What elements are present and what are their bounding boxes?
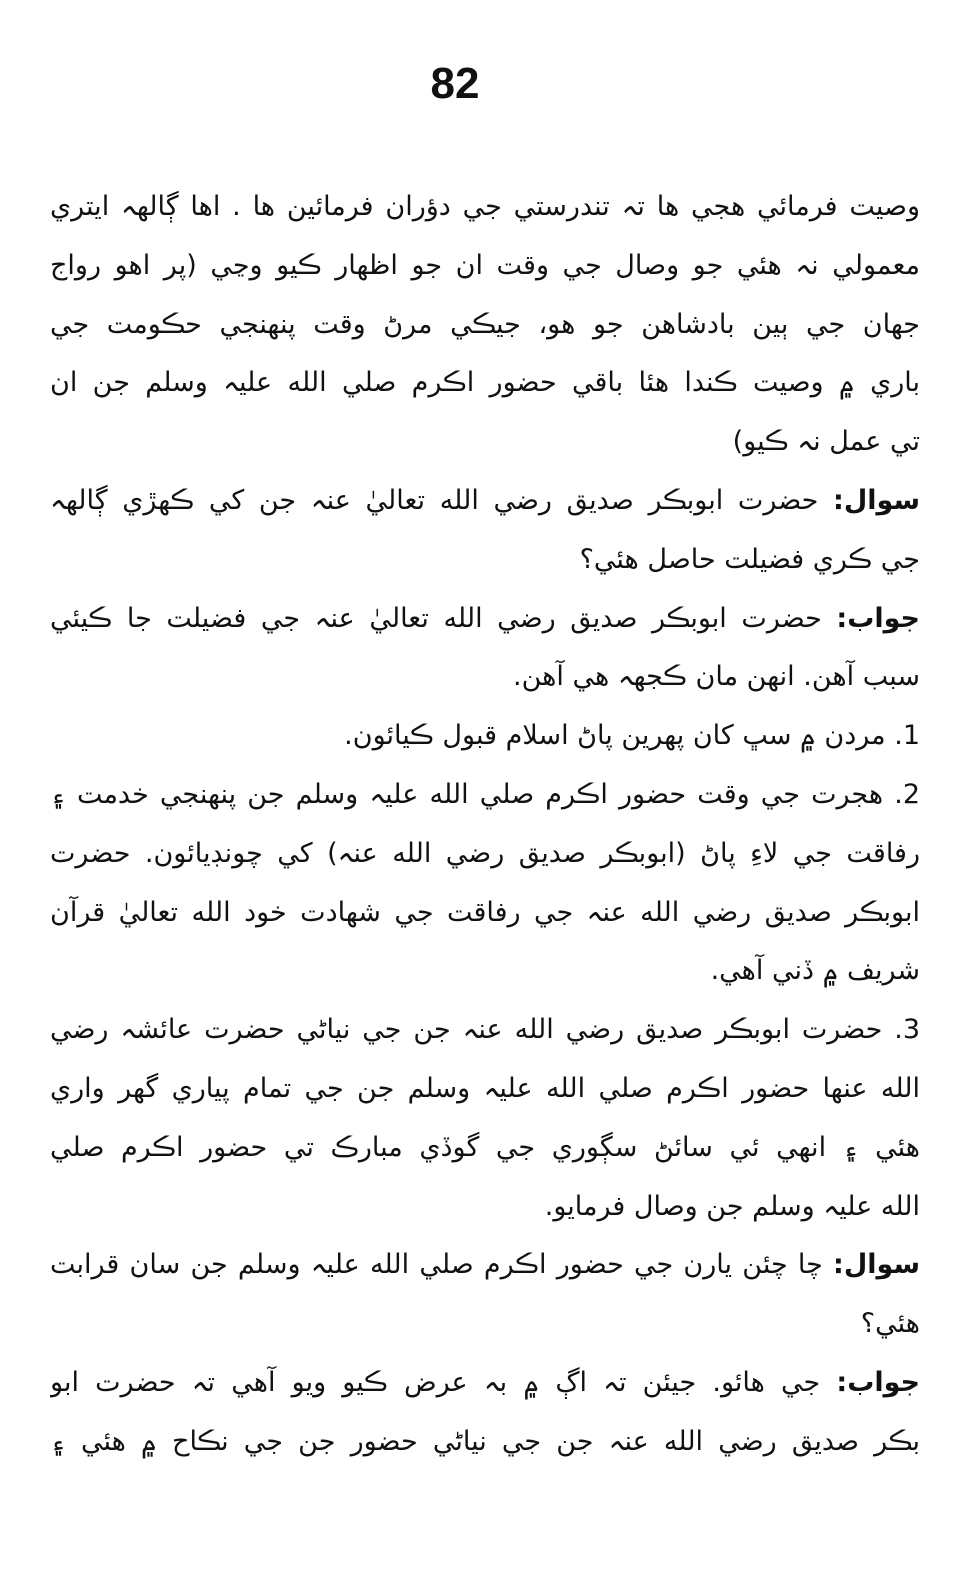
text-line <box>50 648 920 707</box>
text-line <box>50 1119 920 1178</box>
text-line <box>50 1295 920 1354</box>
text-line <box>50 237 920 296</box>
line-text: هئي؟ <box>860 1308 920 1340</box>
text-line <box>50 707 920 766</box>
line-text: باري ۾ وصيت ڪندا هئا باقي حضور اڪرم صلي الله عليہ وسلم جن ان <box>50 367 920 399</box>
text-line <box>50 1413 920 1472</box>
text-line <box>50 296 920 355</box>
line-text: حضرت ابوبڪر صديق رضي الله تعاليٰ عنہ جن کي ڪهڙي ڳالھہ <box>50 484 834 516</box>
line-text: چا چئن يارن جي حضور اڪرم صلي الله عليہ وسلم جن سان قرابت <box>50 1249 834 1281</box>
qa-label: سوال: <box>833 484 920 516</box>
line-text: جي ڪري فضيلت حاصل هئي؟ <box>579 543 920 575</box>
line-text: الله عليہ وسلم جن وصال فرمايو. <box>544 1190 920 1222</box>
text-line <box>50 1354 920 1413</box>
text-line <box>50 413 920 472</box>
body-text <box>50 178 920 1472</box>
text-line <box>50 766 920 825</box>
line-text: ابوبڪر صديق رضي الله عنہ جي رفاقت جي شهادت خود الله تعاليٰ قرآن <box>50 896 920 928</box>
line-text: 1. مردن ۾ سڀ کان پهرين پاڻ اسلام قبول ڪيائون. <box>344 720 920 752</box>
line-text: معمولي نہ هئي جو وصال جي وقت ان جو اظهار ڪيو وڃي (پر اهو رواج <box>50 249 920 281</box>
line-text: 2. هجرت جي وقت حضور اڪرم صلي الله عليہ وسلم جن پنهنجي خدمت ۽ <box>50 778 920 810</box>
line-text: بڪر صديق رضي الله عنہ جن جي نياڻي حضور جن جي نڪاح ۾ هئي ۽ <box>50 1425 920 1457</box>
qa-label: جواب: <box>836 602 920 634</box>
line-text: هئي ۽ انهي ئي سائڻ سڳوري جي گوڏي مبارڪ تي حضور اڪرم صلي <box>50 1131 920 1163</box>
text-line <box>50 1236 920 1295</box>
line-text: رفاقت جي لاءِ پاڻ (ابوبڪر صديق رضي الله عنہ) کي چونڊيائون. حضرت <box>50 837 920 869</box>
line-text: وصيت فرمائي هجي ها تہ تندرستي جي دؤران فرمائين ها . اها ڳالھہ ايتري <box>50 191 920 222</box>
line-text: شريف ۾ ڏني آهي. <box>710 955 920 987</box>
text-line <box>50 1060 920 1119</box>
line-text: 3. حضرت ابوبڪر صديق رضي الله عنہ جن جي نياڻي حضرت عائشہ رضي <box>50 1014 920 1046</box>
line-text: سبب آهن. انهن مان ڪجھہ هي آهن. <box>513 661 920 693</box>
line-text: تي عمل نہ ڪيو) <box>732 426 920 458</box>
qa-label: جواب: <box>836 1366 920 1398</box>
line-text: جي هائو. جيئن تہ اڳ ۾ بہ عرض ڪيو ويو آهي تہ حضرت ابو <box>50 1366 837 1398</box>
line-text: حضرت ابوبڪر صديق رضي الله تعاليٰ عنہ جي فضيلت جا ڪيئي <box>50 602 837 634</box>
text-line <box>50 942 920 1001</box>
text-line <box>50 825 920 884</box>
text-line <box>50 178 920 237</box>
text-line <box>50 472 920 531</box>
text-line <box>50 1178 920 1237</box>
page-number: 82 <box>430 59 480 108</box>
text-line <box>50 1001 920 1060</box>
line-text: الله عنها حضور اڪرم صلي الله عليہ وسلم جن جي تمام پياري گهر واري <box>50 1072 920 1104</box>
qa-label: سوال: <box>833 1249 920 1281</box>
text-line <box>50 884 920 943</box>
text-line <box>50 531 920 590</box>
text-line <box>50 354 920 413</box>
line-text: جهان جي ٻين بادشاهن جو هو، جيڪي مرڻ وقت پنهنجي حڪومت جي <box>50 308 920 340</box>
text-line <box>50 590 920 649</box>
